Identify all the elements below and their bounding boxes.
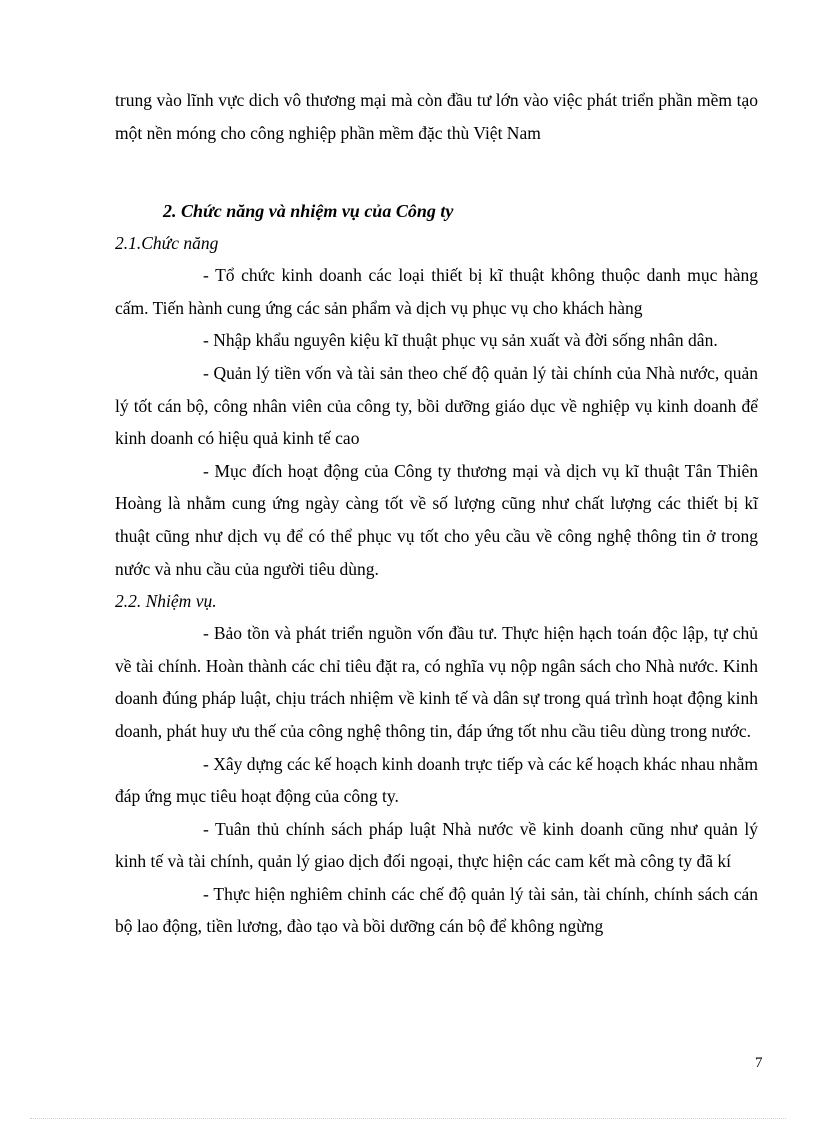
intro-paragraph: trung vào lĩnh vực dich vô thương mại mà còn đầu tư lớn vào việc phát triển phần mềm tạo một nền móng cho công nghiệp phần mềm đặc thù Việt Nam [115, 90, 758, 143]
page-number: 7 [755, 1055, 763, 1071]
function-paragraph: - Tổ chức kinh doanh các loại thiết bị kĩ thuật không thuộc danh mục hàng cấm. Tiến hành cung ứng các sản phẩm và dịch vụ phục vụ cho khách hàng [115, 265, 758, 318]
duty-paragraph: - Xây dựng các kế hoạch kinh doanh trực tiếp và các kế hoạch khác nhau nhằm đáp ứng mục tiêu hoạt động của công ty. [115, 753, 758, 807]
duty-paragraph: - Thực hiện nghiêm chỉnh các chế độ quản lý tài sản, tài chính, chính sách cán bộ lao động, tiền lương, đào tạo và bồi dưỡng cán bộ để không ngừng [115, 883, 758, 937]
function-paragraph: - Quản lý tiền vốn và tài sản theo chế độ quản lý tài chính của Nhà nước, quản lý tốt cán bộ, công nhân viên của công ty, bồi dưỡng giáo dục về nghiệp vụ kinh doanh để kinh doanh có hiệu quả kinh tế cao [115, 362, 758, 449]
function-paragraph: - Nhập khẩu nguyên kiệu kĩ thuật phục vụ sản xuất và đời sống nhân dân. [203, 330, 718, 351]
page-content [115, 84, 758, 943]
duty-paragraph: - Tuân thủ chính sách pháp luật Nhà nước về kinh doanh cũng như quản lý kinh tế và tài chính, quản lý giao dịch đối ngoại, thực hiện các cam kết mà công ty đã kí [115, 818, 758, 872]
section-heading: 2. Chức năng và nhiệm vụ của Công ty [163, 201, 454, 222]
duty-paragraph: - Bảo tồn và phát triển nguồn vốn đầu tư. Thực hiện hạch toán độc lập, tự chủ về tài chính. Hoàn thành các chỉ tiêu đặt ra, có nghĩa vụ nộp ngân sách cho Nhà nước. Kinh doanh đúng pháp luật, chịu trách nhiệm về kinh tế và dân sự trong quá trình hoạt động kinh doanh, phát huy ưu thế của công nghệ thông tin, đáp ứng tốt nhu cầu tiêu dùng trong nước. [115, 623, 758, 741]
function-paragraph: - Mục đích hoạt động của Công ty thương mại và dịch vụ kĩ thuật Tân Thiên Hoàng là nhằm cung ứng ngày càng tốt về số lượng cũng như chất lượng các thiết bị kĩ thuật cũng như dịch vụ để có thể phục vụ tốt cho yêu cầu về công nghệ thông tin ở trong nước và nhu cầu của người tiêu dùng. [115, 460, 758, 579]
subsection-heading-functions: 2.1.Chức năng [115, 233, 219, 254]
footer-divider [30, 1118, 786, 1119]
subsection-heading-duties: 2.2. Nhiệm vụ. [115, 591, 217, 612]
spacer [115, 149, 758, 195]
